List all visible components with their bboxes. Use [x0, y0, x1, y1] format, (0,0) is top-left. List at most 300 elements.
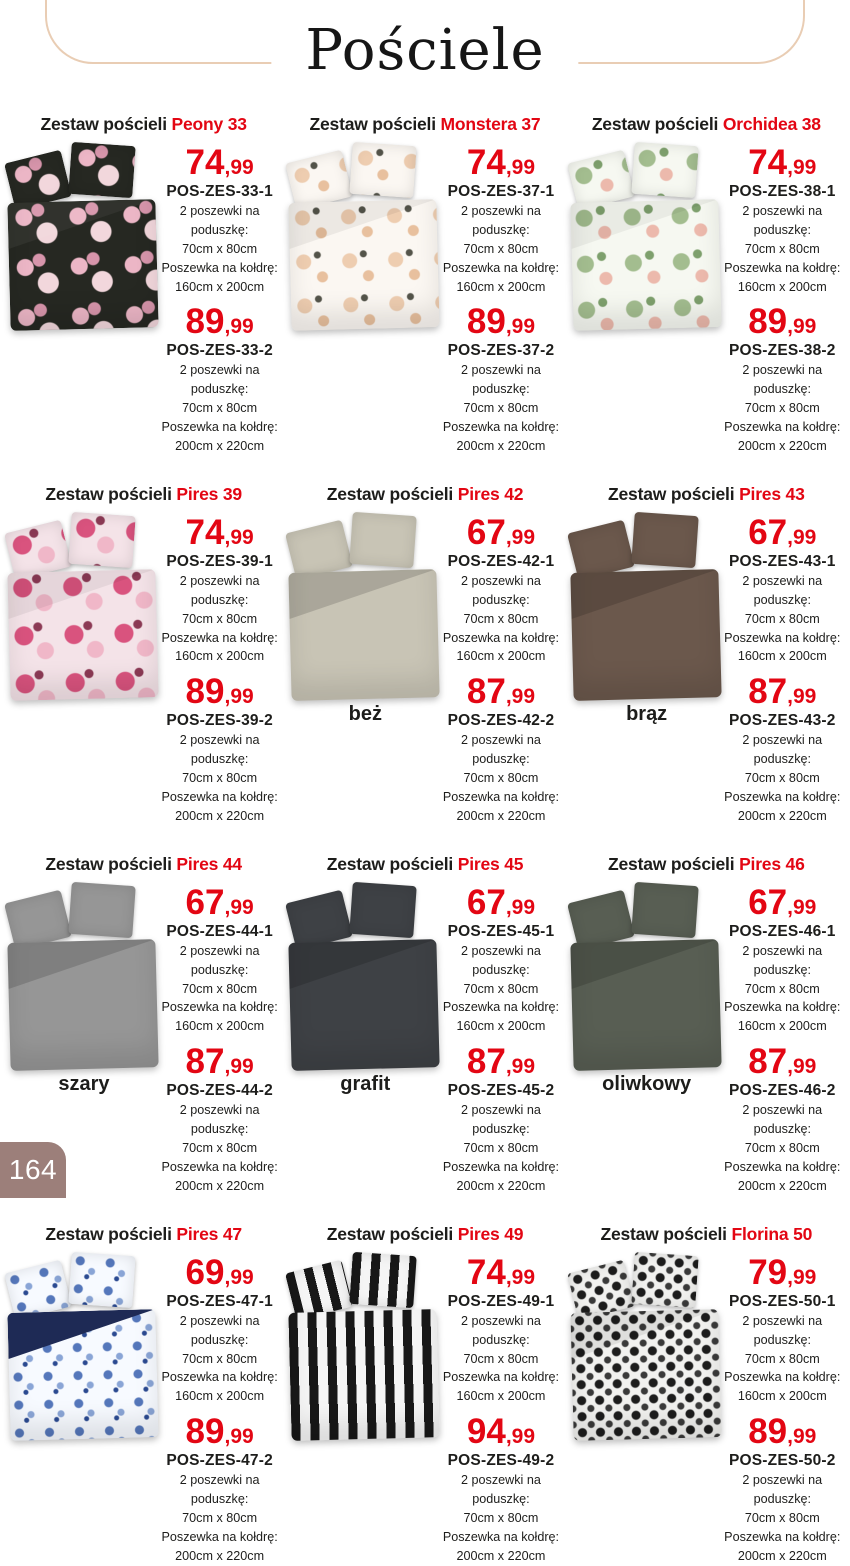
- spec-pillows-size: 70cm x 80cm: [182, 1510, 258, 1525]
- product-photo: [8, 881, 160, 1071]
- spec-pillows-size: 70cm x 80cm: [744, 401, 820, 416]
- price-main: 89: [185, 1412, 225, 1452]
- pillow-right-image: [68, 882, 135, 938]
- product-title: [289, 1224, 560, 1245]
- spec-variant-2: [160, 731, 279, 825]
- price-variant-2: [441, 1042, 560, 1082]
- product-title-prefix: Zestaw pościeli: [326, 853, 454, 874]
- price-main: 74: [748, 143, 788, 182]
- product-title: [8, 854, 279, 875]
- product-photo: [8, 1251, 160, 1441]
- duvet-image: [289, 1309, 440, 1441]
- spec-duvet-size: 160cm x 200cm: [737, 279, 827, 294]
- duvet-fold-image: [289, 569, 438, 619]
- duvet-fold-image: [570, 199, 719, 249]
- product-title-prefix: Zestaw pościeli: [45, 1223, 172, 1244]
- product-card: [289, 854, 560, 1196]
- price-cents: ,99: [505, 685, 536, 709]
- product-card: [289, 1224, 560, 1566]
- product-photo-column: [571, 511, 723, 726]
- product-body: [571, 1251, 842, 1566]
- spec-pillows-line: 2 poszewki na poduszkę:: [742, 943, 823, 977]
- product-pricing: [441, 511, 560, 826]
- spec-duvet-size: 160cm x 200cm: [737, 1389, 827, 1404]
- spec-variant-2: [723, 731, 842, 825]
- duvet-fold-image: [7, 569, 156, 619]
- product-photo: [571, 141, 723, 331]
- price-cents: ,99: [505, 1425, 536, 1449]
- spec-duvet-line: Poszewka na kołdrę:: [442, 630, 560, 645]
- product-body: [289, 141, 560, 456]
- price-cents: ,99: [787, 1265, 817, 1289]
- duvet-image: [570, 1309, 721, 1441]
- spec-duvet-line: Poszewka na kołdrę:: [442, 1529, 560, 1544]
- spec-pillows-line: 2 poszewki na poduszkę:: [742, 733, 823, 767]
- price-cents: ,99: [505, 156, 536, 179]
- product-title-prefix: Zestaw pościeli: [326, 483, 454, 504]
- spec-pillows-line: 2 poszewki na poduszkę:: [461, 1313, 541, 1347]
- spec-variant-2: [441, 731, 560, 825]
- sku-variant-1: POS-ZES-45-1: [447, 922, 555, 940]
- product-photo: [8, 511, 160, 701]
- price-variant-1: [160, 882, 279, 922]
- price-main: 74: [185, 512, 225, 552]
- spec-variant-1: [723, 572, 842, 666]
- spec-duvet-size: 200cm x 220cm: [456, 1548, 546, 1563]
- product-card: [8, 484, 279, 826]
- pillow-right-image: [631, 512, 698, 568]
- pillow-right-image: [68, 1252, 135, 1308]
- price-cents: ,99: [787, 1055, 817, 1079]
- price-main: 79: [748, 1252, 788, 1292]
- product-title: [571, 1224, 842, 1245]
- spec-duvet-line: Poszewka na kołdrę:: [161, 1159, 278, 1174]
- product-photo-column: [571, 1251, 723, 1441]
- product-title: [571, 484, 842, 505]
- color-label: grafit: [340, 1072, 391, 1095]
- product-photo-column: [8, 511, 160, 701]
- price-variant-2: [441, 302, 560, 342]
- spec-pillows-line: 2 poszewki na poduszkę:: [179, 363, 260, 397]
- spec-variant-2: [441, 1471, 560, 1565]
- product-photo-column: [289, 1251, 441, 1441]
- product-card: [571, 484, 842, 826]
- spec-duvet-size: 160cm x 200cm: [175, 649, 265, 664]
- price-cents: ,99: [224, 525, 254, 549]
- spec-duvet-line: Poszewka na kołdrę:: [442, 260, 560, 275]
- product-title: [289, 114, 560, 135]
- price-cents: ,99: [787, 525, 817, 549]
- spec-pillows-size: 70cm x 80cm: [463, 1141, 539, 1156]
- price-variant-1: [160, 1252, 279, 1292]
- price-main: 89: [748, 302, 788, 342]
- price-cents: ,99: [224, 895, 254, 919]
- product-photo: [289, 881, 441, 1071]
- duvet-image: [289, 569, 440, 701]
- spec-duvet-size: 200cm x 220cm: [175, 439, 265, 454]
- spec-duvet-line: Poszewka na kołdrę:: [724, 260, 841, 275]
- duvet-fold-image: [7, 939, 156, 989]
- product-body: [8, 141, 279, 456]
- spec-pillows-size: 70cm x 80cm: [182, 1141, 258, 1156]
- spec-duvet-line: Poszewka na kołdrę:: [442, 420, 560, 435]
- product-photo: [571, 881, 723, 1071]
- sku-variant-2: POS-ZES-37-2: [447, 342, 555, 360]
- sku-variant-1: POS-ZES-49-1: [447, 1292, 555, 1310]
- product-photo-column: [289, 141, 441, 331]
- product-body: [571, 511, 842, 826]
- spec-duvet-size: 200cm x 220cm: [175, 808, 265, 823]
- spec-duvet-size: 160cm x 200cm: [456, 279, 546, 294]
- spec-pillows-size: 70cm x 80cm: [463, 401, 539, 416]
- spec-pillows-line: 2 poszewki na poduszkę:: [179, 204, 260, 237]
- product-name: Pires 43: [739, 483, 805, 504]
- price-cents: ,99: [505, 525, 536, 549]
- sku-variant-2: POS-ZES-42-2: [447, 712, 555, 730]
- price-main: 67: [466, 882, 506, 922]
- product-photo-column: [8, 881, 160, 1096]
- product-photo-column: [571, 141, 723, 331]
- sku-variant-2: POS-ZES-47-2: [166, 1452, 273, 1470]
- product-pricing: [160, 511, 279, 826]
- price-variant-1: [441, 145, 560, 180]
- price-variant-1: [441, 882, 560, 922]
- sku-variant-2: POS-ZES-33-2: [166, 342, 273, 360]
- price-variant-2: [160, 1412, 279, 1452]
- duvet-image: [289, 199, 440, 331]
- spec-duvet-line: Poszewka na kołdrę:: [724, 790, 841, 805]
- product-pricing: [160, 1251, 279, 1566]
- price-variant-1: [723, 145, 842, 180]
- price-cents: ,99: [505, 315, 536, 339]
- product-card: [289, 114, 560, 456]
- spec-duvet-line: Poszewka na kołdrę:: [724, 1529, 841, 1544]
- spec-pillows-line: 2 poszewki na poduszkę:: [742, 1473, 823, 1507]
- product-pricing: [441, 881, 560, 1196]
- spec-duvet-line: Poszewka na kołdrę:: [161, 420, 278, 435]
- price-main: 67: [466, 512, 506, 552]
- spec-pillows-line: 2 poszewki na poduszkę:: [742, 573, 823, 607]
- spec-variant-1: [441, 202, 560, 296]
- spec-pillows-size: 70cm x 80cm: [744, 611, 820, 626]
- spec-duvet-line: Poszewka na kołdrę:: [724, 1159, 841, 1174]
- spec-duvet-size: 200cm x 220cm: [456, 1178, 546, 1193]
- spec-pillows-line: 2 poszewki na poduszkę:: [179, 1313, 260, 1347]
- spec-duvet-line: Poszewka na kołdrę:: [442, 790, 560, 805]
- duvet-image: [7, 939, 158, 1071]
- product-name: Pires 44: [176, 853, 242, 874]
- spec-pillows-line: 2 poszewki na poduszkę:: [461, 1473, 541, 1507]
- spec-variant-1: [160, 572, 279, 666]
- price-cents: ,99: [224, 315, 254, 339]
- product-body: [8, 511, 279, 826]
- product-photo: [8, 141, 160, 331]
- spec-pillows-size: 70cm x 80cm: [744, 1510, 820, 1525]
- price-variant-1: [441, 1252, 560, 1292]
- sku-variant-1: POS-ZES-46-1: [728, 922, 836, 940]
- pillow-right-image: [68, 142, 135, 198]
- product-pricing: [441, 141, 560, 456]
- spec-duvet-size: 160cm x 200cm: [456, 1389, 546, 1404]
- sku-variant-1: POS-ZES-37-1: [447, 183, 555, 200]
- spec-variant-2: [160, 361, 279, 455]
- product-photo: [289, 511, 441, 701]
- spec-pillows-size: 70cm x 80cm: [182, 241, 258, 256]
- spec-variant-1: [723, 202, 842, 296]
- sku-variant-2: POS-ZES-44-2: [166, 1082, 273, 1100]
- spec-pillows-size: 70cm x 80cm: [463, 981, 539, 996]
- color-label: oliwkowy: [602, 1072, 692, 1095]
- sku-variant-1: POS-ZES-44-1: [166, 922, 273, 940]
- price-variant-1: [723, 1252, 842, 1292]
- price-cents: ,99: [787, 1425, 817, 1449]
- price-main: 74: [185, 143, 225, 182]
- product-name: Florina 50: [731, 1223, 813, 1244]
- spec-pillows-line: 2 poszewki na poduszkę:: [179, 943, 260, 977]
- spec-duvet-size: 200cm x 220cm: [175, 1178, 265, 1193]
- spec-pillows-size: 70cm x 80cm: [744, 771, 820, 786]
- price-cents: ,99: [224, 156, 254, 179]
- price-variant-2: [441, 672, 560, 712]
- duvet-fold-image: [289, 939, 438, 989]
- product-card: [8, 1224, 279, 1566]
- product-name: Pires 39: [176, 483, 242, 504]
- pillow-right-image: [631, 882, 698, 938]
- product-title-prefix: Zestaw pościeli: [309, 114, 436, 134]
- product-body: [289, 881, 560, 1196]
- product-pricing: [441, 1251, 560, 1566]
- product-title: [8, 484, 279, 505]
- spec-duvet-line: Poszewka na kołdrę:: [724, 630, 841, 645]
- product-name: Pires 42: [457, 483, 524, 504]
- sku-variant-1: POS-ZES-39-1: [166, 552, 273, 570]
- spec-duvet-size: 200cm x 220cm: [175, 1548, 265, 1563]
- spec-pillows-line: 2 poszewki na poduszkę:: [742, 1103, 823, 1137]
- duvet-fold-image: [7, 1309, 156, 1359]
- spec-pillows-line: 2 poszewki na poduszkę:: [179, 1103, 260, 1137]
- product-photo-column: [289, 511, 441, 726]
- duvet-fold-image: [570, 1309, 719, 1359]
- spec-variant-1: [723, 1312, 842, 1406]
- pillow-right-image: [350, 1252, 417, 1308]
- spec-duvet-line: Poszewka na kołdrę:: [161, 1370, 278, 1385]
- product-title-prefix: Zestaw pościeli: [45, 483, 172, 504]
- spec-pillows-size: 70cm x 80cm: [182, 611, 258, 626]
- product-name: Peony 33: [171, 114, 247, 134]
- spec-pillows-size: 70cm x 80cm: [463, 771, 539, 786]
- product-body: [289, 1251, 560, 1566]
- product-pricing: [723, 881, 842, 1196]
- spec-pillows-line: 2 poszewki na poduszkę:: [179, 733, 260, 767]
- spec-duvet-size: 160cm x 200cm: [737, 649, 827, 664]
- pillow-right-image: [631, 142, 698, 198]
- sku-variant-2: POS-ZES-46-2: [728, 1082, 836, 1100]
- spec-variant-2: [723, 1471, 842, 1565]
- product-body: [289, 511, 560, 826]
- price-main: 74: [466, 143, 506, 182]
- price-cents: ,99: [224, 1425, 254, 1449]
- price-variant-2: [160, 672, 279, 712]
- spec-duvet-size: 160cm x 200cm: [456, 649, 546, 664]
- product-card: [571, 1224, 842, 1566]
- spec-variant-1: [160, 942, 279, 1036]
- price-variant-2: [723, 672, 842, 712]
- spec-variant-2: [723, 361, 842, 455]
- spec-pillows-line: 2 poszewki na poduszkę:: [742, 363, 823, 397]
- product-title: [289, 484, 560, 505]
- sku-variant-1: POS-ZES-47-1: [166, 1292, 273, 1310]
- product-title-prefix: Zestaw pościeli: [326, 1223, 454, 1244]
- spec-pillows-line: 2 poszewki na poduszkę:: [742, 204, 823, 237]
- price-main: 87: [748, 1042, 788, 1082]
- price-cents: ,99: [787, 895, 817, 919]
- spec-variant-1: [160, 202, 279, 296]
- product-title: [571, 854, 842, 875]
- duvet-image: [289, 939, 440, 1071]
- product-pricing: [723, 141, 842, 456]
- color-label: beż: [348, 702, 382, 725]
- price-cents: ,99: [505, 1265, 536, 1289]
- duvet-image: [7, 569, 158, 701]
- price-variant-2: [160, 302, 279, 342]
- product-title-prefix: Zestaw pościeli: [40, 114, 167, 134]
- spec-pillows-line: 2 poszewki na poduszkę:: [461, 943, 541, 977]
- product-card: [289, 484, 560, 826]
- price-variant-1: [160, 512, 279, 552]
- price-variant-1: [160, 145, 279, 180]
- sku-variant-1: POS-ZES-50-1: [728, 1292, 836, 1310]
- price-main: 67: [748, 882, 788, 922]
- price-variant-2: [441, 1412, 560, 1452]
- spec-duvet-size: 200cm x 220cm: [737, 1178, 827, 1193]
- sku-variant-1: POS-ZES-38-1: [728, 183, 836, 200]
- price-variant-1: [723, 882, 842, 922]
- product-title: [8, 1224, 279, 1245]
- product-body: [571, 881, 842, 1196]
- spec-pillows-size: 70cm x 80cm: [463, 241, 539, 256]
- spec-pillows-line: 2 poszewki na poduszkę:: [461, 733, 541, 767]
- sku-variant-1: POS-ZES-33-1: [166, 183, 273, 200]
- duvet-image: [570, 939, 721, 1071]
- spec-pillows-line: 2 poszewki na poduszkę:: [461, 1103, 541, 1137]
- product-name: Pires 46: [739, 853, 805, 874]
- duvet-fold-image: [7, 199, 156, 249]
- page-number: 164: [8, 1154, 58, 1185]
- spec-variant-2: [160, 1471, 279, 1565]
- spec-duvet-size: 200cm x 220cm: [456, 808, 546, 823]
- page-title: Pościele: [271, 18, 578, 83]
- spec-pillows-size: 70cm x 80cm: [744, 241, 820, 256]
- duvet-fold-image: [289, 199, 438, 249]
- spec-duvet-line: Poszewka na kołdrę:: [161, 1000, 278, 1015]
- product-grid: [0, 108, 850, 1566]
- product-title-prefix: Zestaw pościeli: [45, 853, 172, 874]
- product-photo-column: [8, 1251, 160, 1441]
- price-cents: ,99: [224, 685, 254, 709]
- price-main: 74: [466, 1252, 506, 1292]
- price-main: 89: [748, 1412, 788, 1452]
- spec-duvet-line: Poszewka na kołdrę:: [161, 790, 278, 805]
- spec-duvet-line: Poszewka na kołdrę:: [161, 260, 278, 275]
- product-photo: [571, 511, 723, 701]
- spec-duvet-size: 160cm x 200cm: [737, 1019, 827, 1034]
- price-main: 87: [466, 1042, 506, 1082]
- price-cents: ,99: [505, 1055, 536, 1079]
- product-title-prefix: Zestaw pościeli: [608, 483, 735, 504]
- spec-duvet-line: Poszewka na kołdrę:: [724, 1000, 841, 1015]
- spec-pillows-size: 70cm x 80cm: [744, 981, 820, 996]
- price-cents: ,99: [787, 315, 817, 339]
- spec-pillows-size: 70cm x 80cm: [182, 401, 258, 416]
- product-body: [8, 1251, 279, 1566]
- spec-variant-1: [723, 942, 842, 1036]
- page-number-badge: [0, 1142, 66, 1198]
- product-name: Monstera 37: [440, 114, 541, 134]
- price-variant-2: [160, 1042, 279, 1082]
- spec-pillows-size: 70cm x 80cm: [463, 611, 539, 626]
- price-cents: ,99: [224, 1265, 254, 1289]
- product-title-prefix: Zestaw pościeli: [591, 114, 719, 134]
- price-main: 87: [466, 672, 506, 712]
- price-main: 89: [466, 302, 506, 342]
- color-label: brąz: [626, 702, 668, 725]
- duvet-image: [570, 569, 721, 701]
- spec-duvet-line: Poszewka na kołdrę:: [161, 630, 278, 645]
- spec-duvet-line: Poszewka na kołdrę:: [724, 420, 841, 435]
- product-photo-column: [289, 881, 441, 1096]
- product-card: [571, 854, 842, 1196]
- sku-variant-1: POS-ZES-43-1: [728, 552, 836, 570]
- duvet-fold-image: [570, 939, 719, 989]
- product-photo-column: [571, 881, 723, 1096]
- price-variant-1: [441, 512, 560, 552]
- sku-variant-2: POS-ZES-49-2: [447, 1452, 555, 1470]
- sku-variant-2: POS-ZES-50-2: [728, 1452, 836, 1470]
- sku-variant-1: POS-ZES-42-1: [447, 552, 555, 570]
- product-photo: [289, 141, 441, 331]
- price-main: 89: [185, 672, 225, 712]
- sku-variant-2: POS-ZES-43-2: [728, 712, 836, 730]
- product-name: Orchidea 38: [722, 114, 821, 134]
- pillow-right-image: [68, 512, 135, 568]
- spec-duvet-line: Poszewka na kołdrę:: [161, 1529, 278, 1544]
- spec-variant-2: [723, 1101, 842, 1195]
- spec-duvet-line: Poszewka na kołdrę:: [724, 1370, 841, 1385]
- spec-pillows-size: 70cm x 80cm: [182, 771, 258, 786]
- price-cents: ,99: [505, 895, 536, 919]
- product-pricing: [160, 881, 279, 1196]
- spec-pillows-line: 2 poszewki na poduszkę:: [461, 363, 541, 397]
- price-variant-1: [723, 512, 842, 552]
- spec-duvet-size: 200cm x 220cm: [737, 808, 827, 823]
- price-main: 67: [748, 512, 788, 552]
- spec-pillows-line: 2 poszewki na poduszkę:: [461, 204, 541, 237]
- spec-pillows-size: 70cm x 80cm: [744, 1351, 820, 1366]
- sku-variant-2: POS-ZES-39-2: [166, 712, 273, 730]
- pillow-right-image: [631, 1252, 698, 1308]
- spec-duvet-size: 160cm x 200cm: [175, 1389, 265, 1404]
- product-title: [8, 114, 279, 135]
- product-title-prefix: Zestaw pościeli: [600, 1223, 727, 1244]
- spec-duvet-size: 160cm x 200cm: [456, 1019, 546, 1034]
- product-name: Pires 47: [176, 1223, 242, 1244]
- spec-duvet-line: Poszewka na kołdrę:: [442, 1370, 560, 1385]
- product-title-prefix: Zestaw pościeli: [608, 853, 735, 874]
- product-pricing: [160, 141, 279, 456]
- spec-duvet-size: 200cm x 220cm: [737, 1548, 827, 1563]
- pillow-right-image: [350, 512, 417, 568]
- product-pricing: [723, 1251, 842, 1566]
